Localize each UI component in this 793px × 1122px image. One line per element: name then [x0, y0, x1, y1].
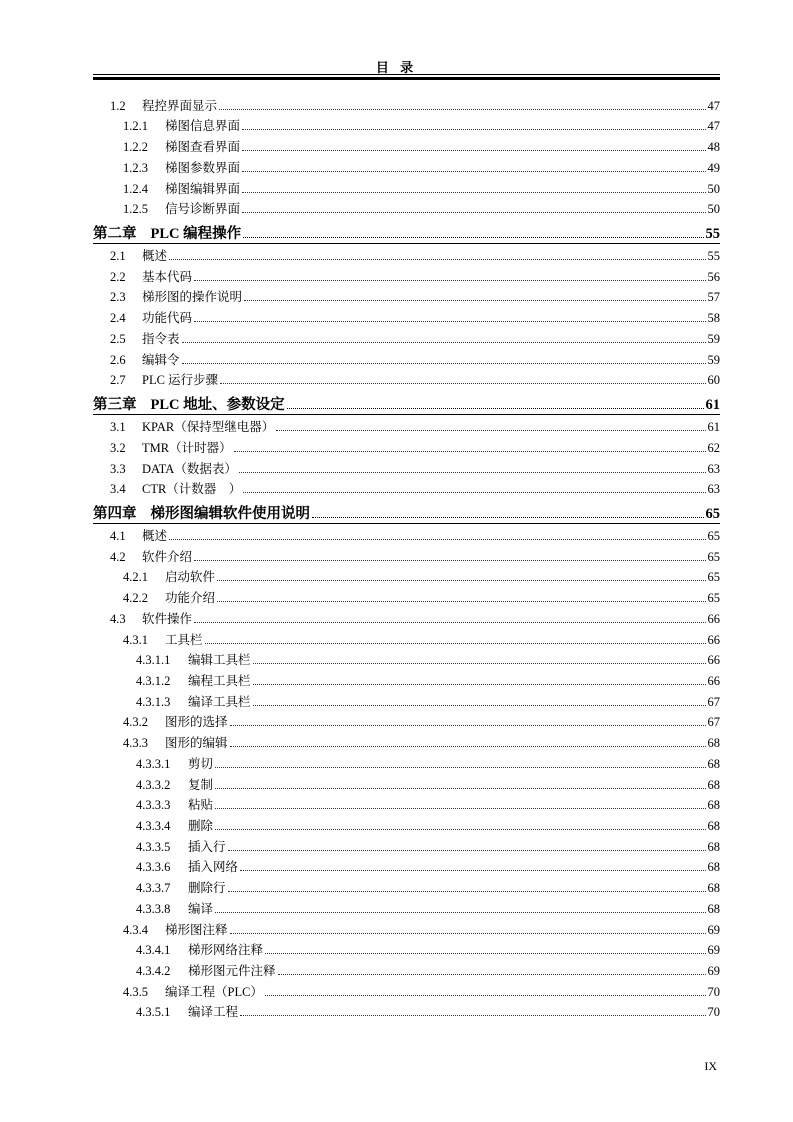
toc-entry-number: 2.4 — [110, 311, 126, 326]
toc-entry-title: 程控界面显示 — [142, 98, 218, 113]
toc-dot-leader — [230, 725, 706, 726]
toc-entry[interactable] — [93, 197, 720, 218]
toc-entry-page: 68 — [707, 777, 720, 792]
toc-entry-number: 4.2.1 — [123, 570, 148, 585]
toc-entry[interactable] — [93, 606, 720, 627]
toc-dot-leader — [242, 192, 705, 193]
toc-entry-page: 62 — [707, 440, 720, 455]
toc-entry-page: 61 — [707, 420, 720, 435]
toc-dot-leader — [234, 451, 706, 452]
toc-entry-number: 2.2 — [110, 269, 126, 284]
toc-entry-title: 梯图查看界面 — [165, 140, 241, 155]
toc-entry-number: 4.3.3.5 — [136, 839, 171, 854]
toc-entry[interactable] — [93, 243, 720, 264]
toc-entry-number: 4.3.2 — [123, 715, 148, 730]
toc-entry-page: 63 — [707, 482, 720, 497]
toc-entry-number: 1.2.5 — [123, 202, 148, 217]
toc-entry-page: 66 — [707, 611, 720, 626]
toc-entry-title: 编译 — [188, 901, 214, 916]
toc-entry-page: 70 — [707, 1005, 720, 1020]
toc-entry[interactable] — [93, 668, 720, 689]
toc-dot-leader — [243, 492, 705, 493]
toc-entry-number: 4.3.3.3 — [136, 798, 171, 813]
toc-entry-page: 68 — [707, 819, 720, 833]
toc-entry[interactable] — [93, 958, 720, 979]
toc-entry[interactable] — [93, 523, 720, 544]
toc-entry-title: 概述 — [142, 249, 168, 264]
toc-dot-leader — [240, 870, 705, 871]
toc-entry[interactable] — [93, 689, 720, 710]
toc-entry[interactable] — [93, 751, 720, 772]
toc-entry[interactable] — [93, 347, 720, 368]
toc-dot-leader — [215, 829, 705, 830]
toc-entry-page: 60 — [707, 373, 720, 388]
toc-entry-number: 4.3.1 — [123, 632, 148, 647]
toc-entry[interactable] — [93, 627, 720, 648]
toc-entry-number: 4.3.3.4 — [136, 819, 171, 833]
toc-entry-title: 编译工具栏 — [188, 694, 251, 709]
toc-entry-title: 编程工具栏 — [188, 673, 251, 688]
toc-dot-leader — [169, 259, 705, 260]
toc-entry-number: 1.2.3 — [123, 160, 148, 175]
toc-entry-title: 指令表 — [142, 331, 180, 346]
toc-entry-number: 4.3.1.1 — [136, 653, 171, 668]
toc-entry-title: PLC 编程操作 — [150, 226, 242, 243]
header-rule-thick — [93, 77, 720, 80]
toc-chapter-entry[interactable] — [93, 497, 720, 523]
toc-entry-number: 3.2 — [110, 440, 126, 455]
toc-dot-leader — [278, 974, 706, 975]
toc-dot-leader — [194, 560, 705, 561]
toc-entry-number: 4.3.3 — [123, 736, 148, 751]
toc-entry-page: 68 — [707, 839, 720, 854]
toc-entry-number: 4.3.3.7 — [136, 881, 171, 896]
toc-entry[interactable] — [93, 938, 720, 959]
toc-entry[interactable] — [93, 917, 720, 938]
toc-dot-leader — [240, 1015, 705, 1016]
toc-entry-number: 4.2.2 — [123, 591, 148, 606]
toc-entry-number: 4.3.4 — [123, 922, 148, 937]
toc-entry-number: 2.1 — [110, 249, 126, 264]
toc-entry-number: 2.3 — [110, 290, 126, 305]
toc-entry-page: 68 — [707, 901, 720, 916]
toc-entry-page: 57 — [707, 290, 720, 305]
toc-entry-page: 47 — [707, 119, 720, 134]
toc-entry-page: 66 — [707, 632, 720, 647]
toc-entry[interactable] — [93, 456, 720, 477]
toc-dot-leader — [243, 237, 703, 238]
toc-dot-leader — [228, 891, 706, 892]
toc-entry-title: 图形的编辑 — [165, 736, 228, 751]
toc-entry-page: 68 — [707, 860, 720, 875]
toc-entry[interactable] — [93, 114, 720, 135]
toc-entry-page: 55 — [707, 249, 720, 264]
toc-entry-number: 2.5 — [110, 331, 126, 346]
page-number: IX — [704, 1059, 717, 1073]
toc-entry-page: 48 — [707, 140, 720, 155]
toc-entry-number: 3.3 — [110, 461, 126, 476]
toc-dot-leader — [239, 472, 706, 473]
toc-entry-title: 概述 — [142, 528, 168, 543]
toc-entry[interactable] — [93, 285, 720, 306]
toc-entry-number: 4.2 — [110, 549, 126, 564]
toc-entry[interactable] — [93, 730, 720, 751]
toc-entry[interactable] — [93, 979, 720, 1000]
toc-dot-leader — [182, 342, 706, 343]
toc-entry-page: 66 — [707, 653, 720, 668]
toc-entry-title: 删除行 — [188, 881, 226, 896]
toc-entry-page: 65 — [707, 528, 720, 543]
toc-entry-number: 1.2.2 — [123, 140, 148, 155]
toc-dot-leader — [194, 321, 705, 322]
toc-entry[interactable] — [93, 544, 720, 565]
toc-entry-number: 4.3.5 — [123, 984, 148, 999]
toc-dot-leader — [253, 663, 706, 664]
toc-entry-title: 启动软件 — [165, 570, 216, 585]
toc-entry-title: 删除 — [188, 819, 214, 833]
toc-entry[interactable] — [93, 305, 720, 326]
toc-entry-page: 69 — [707, 943, 720, 958]
toc-entry-title: 编译工程 — [188, 1005, 239, 1020]
toc-entry-page: 65 — [707, 549, 720, 564]
toc-entry-page: 50 — [707, 202, 720, 217]
toc-entry-number: 1.2.4 — [123, 181, 148, 196]
toc-entry-page: 63 — [707, 461, 720, 476]
toc-dot-leader — [230, 746, 706, 747]
toc-entry-title: 梯图参数界面 — [165, 160, 241, 175]
header-rule-thin — [93, 74, 720, 75]
toc-entry[interactable] — [93, 326, 720, 347]
toc-dot-leader — [242, 171, 705, 172]
toc-chapter-entry[interactable] — [93, 388, 720, 414]
toc-entry-number: 4.3.3.2 — [136, 777, 171, 792]
toc-dot-leader — [253, 705, 706, 706]
toc-entry-page: 68 — [707, 756, 720, 771]
toc-entry[interactable] — [93, 414, 720, 435]
toc-entry-title: 软件介绍 — [142, 549, 193, 564]
toc-dot-leader — [215, 912, 705, 913]
toc-entry[interactable] — [93, 155, 720, 176]
toc-entry[interactable] — [93, 93, 720, 114]
toc-entry-title: 信号诊断界面 — [165, 202, 241, 217]
toc-entry[interactable] — [93, 896, 720, 917]
toc-entry-page: 69 — [707, 964, 720, 979]
toc-entry-page: 65 — [707, 570, 720, 585]
toc-entry[interactable] — [93, 648, 720, 669]
toc-entry-page: 66 — [707, 673, 720, 688]
toc-entry-number: 4.3.3.1 — [136, 756, 171, 771]
toc-dot-leader — [215, 808, 705, 809]
toc-entry-title: 软件操作 — [142, 611, 193, 626]
table-of-contents — [93, 93, 720, 1020]
toc-entry-number: 4.3 — [110, 611, 126, 626]
toc-dot-leader — [276, 430, 705, 431]
toc-entry-title: 编辑令 — [142, 352, 180, 367]
toc-entry-page: 61 — [705, 397, 720, 414]
toc-entry-title: 图形的选择 — [165, 715, 228, 730]
toc-dot-leader — [217, 601, 705, 602]
toc-entry-number: 3.1 — [110, 420, 126, 435]
toc-entry-page: 68 — [707, 736, 720, 751]
toc-dot-leader — [220, 383, 705, 384]
toc-entry-number: 1.2.1 — [123, 119, 148, 134]
toc-entry-number: 4.3.3.8 — [136, 901, 171, 916]
toc-dot-leader — [228, 850, 706, 851]
toc-entry-title: DATA（数据表） — [142, 461, 237, 476]
toc-entry-page: 50 — [707, 181, 720, 196]
toc-entry-title: 功能代码 — [142, 311, 193, 326]
toc-dot-leader — [287, 408, 704, 409]
toc-dot-leader — [312, 517, 704, 518]
toc-entry[interactable] — [93, 793, 720, 814]
toc-entry-title: 剪切 — [188, 756, 214, 771]
toc-entry-page: 67 — [707, 694, 720, 709]
toc-entry-title: PLC 运行步骤 — [142, 373, 219, 388]
toc-entry[interactable] — [93, 813, 720, 834]
toc-dot-leader — [242, 150, 705, 151]
toc-dot-leader — [215, 767, 705, 768]
toc-chapter-entry[interactable] — [93, 217, 720, 243]
toc-dot-leader — [194, 622, 705, 623]
toc-dot-leader — [182, 363, 706, 364]
toc-dot-leader — [242, 212, 705, 213]
toc-dot-leader — [242, 129, 705, 130]
toc-entry-number: 第三章 — [93, 397, 137, 414]
toc-entry-title: 编辑工具栏 — [188, 653, 251, 668]
toc-entry-number: 2.6 — [110, 352, 126, 367]
toc-dot-leader — [265, 995, 706, 996]
toc-entry-page: 55 — [705, 226, 720, 243]
toc-entry-title: 梯形图元件注释 — [188, 964, 276, 979]
toc-entry-title: 编译工程（PLC） — [165, 984, 263, 999]
toc-entry-number: 3.4 — [110, 482, 126, 497]
toc-entry-page: 65 — [707, 591, 720, 606]
toc-dot-leader — [205, 643, 706, 644]
toc-entry[interactable] — [93, 368, 720, 389]
toc-dot-leader — [219, 109, 705, 110]
toc-dot-leader — [230, 933, 706, 934]
toc-entry[interactable] — [93, 1000, 720, 1021]
toc-entry-number: 4.3.1.3 — [136, 694, 171, 709]
toc-entry-page: 70 — [707, 984, 720, 999]
toc-entry-number: 第二章 — [93, 226, 137, 243]
toc-entry-number: 4.1 — [110, 528, 126, 543]
toc-entry-title: 梯形图注释 — [165, 922, 228, 937]
toc-entry-page: 69 — [707, 922, 720, 937]
toc-entry[interactable] — [93, 875, 720, 896]
toc-entry-number: 4.3.5.1 — [136, 1005, 171, 1020]
toc-entry-title: 插入网络 — [188, 860, 239, 875]
toc-entry-number: 4.3.4.2 — [136, 964, 171, 979]
toc-entry[interactable] — [93, 834, 720, 855]
toc-dot-leader — [215, 788, 705, 789]
toc-entry-number: 4.3.1.2 — [136, 673, 171, 688]
toc-entry[interactable] — [93, 134, 720, 155]
toc-entry-title: TMR（计时器） — [142, 440, 232, 455]
toc-entry-title: PLC 地址、参数设定 — [150, 397, 285, 414]
toc-entry-title: 梯图编辑界面 — [165, 181, 241, 196]
toc-entry-page: 47 — [707, 98, 720, 113]
toc-entry-page: 68 — [707, 798, 720, 813]
toc-entry-page: 68 — [707, 881, 720, 896]
toc-entry-page: 67 — [707, 715, 720, 730]
toc-dot-leader — [244, 300, 705, 301]
toc-entry-title: 梯形图编辑软件使用说明 — [150, 506, 310, 523]
toc-entry-page: 65 — [705, 506, 720, 523]
toc-entry-number: 4.3.3.6 — [136, 860, 171, 875]
toc-dot-leader — [265, 953, 705, 954]
toc-entry-title: 基本代码 — [142, 269, 193, 284]
toc-entry[interactable] — [93, 176, 720, 197]
toc-entry-number: 1.2 — [110, 98, 126, 113]
toc-dot-leader — [169, 539, 705, 540]
toc-entry-title: 粘贴 — [188, 798, 214, 813]
toc-entry-title: 梯形图的操作说明 — [142, 290, 243, 305]
toc-entry[interactable] — [93, 565, 720, 586]
toc-entry-number: 第四章 — [93, 506, 137, 523]
toc-dot-leader — [194, 280, 705, 281]
toc-dot-leader — [253, 684, 706, 685]
toc-entry-title: 梯图信息界面 — [165, 119, 241, 134]
toc-entry-page: 59 — [707, 352, 720, 367]
toc-entry[interactable] — [93, 585, 720, 606]
toc-dot-leader — [217, 580, 705, 581]
toc-entry-page: 49 — [707, 160, 720, 175]
toc-entry-title: 工具栏 — [165, 632, 203, 647]
toc-entry-title: 梯形网络注释 — [188, 943, 264, 958]
toc-entry[interactable] — [93, 772, 720, 793]
toc-entry-title: 功能介绍 — [165, 591, 216, 606]
toc-entry-title: 复制 — [188, 777, 214, 792]
toc-entry[interactable] — [93, 477, 720, 498]
toc-entry-page: 56 — [707, 269, 720, 284]
toc-entry-number: 4.3.4.1 — [136, 943, 171, 958]
toc-entry-title: KPAR（保持型继电器） — [142, 420, 275, 435]
page-header-title: 目 录 — [375, 60, 418, 75]
toc-entry[interactable] — [93, 710, 720, 731]
toc-entry-page: 58 — [707, 311, 720, 326]
toc-entry-title: 插入行 — [188, 839, 226, 854]
toc-entry-page: 59 — [707, 331, 720, 346]
toc-entry-number: 2.7 — [110, 373, 126, 388]
toc-entry[interactable] — [93, 435, 720, 456]
toc-entry[interactable] — [93, 855, 720, 876]
toc-entry[interactable] — [93, 264, 720, 285]
toc-entry-title: CTR（计数器 ） — [142, 482, 242, 497]
